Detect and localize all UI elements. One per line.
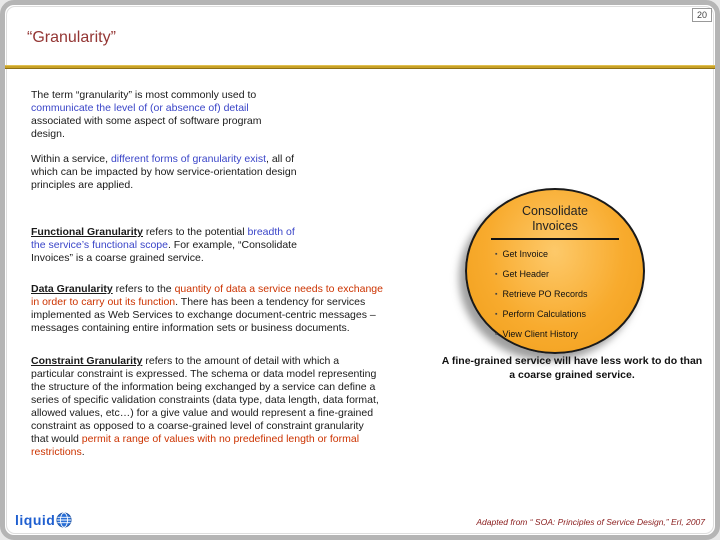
liquidhub-logo xyxy=(15,512,72,528)
text-segment: Constraint Granularity xyxy=(31,355,143,367)
service-bullet-label: View Client History xyxy=(502,329,578,339)
body-paragraph xyxy=(31,355,379,459)
text-segment: . There has been a tendency for services implemented as Web Services to exchange document-centric messages – messages containing entire information sets or business documents. xyxy=(31,296,376,334)
globe-icon xyxy=(56,512,72,528)
bullet-square-icon: ▪ xyxy=(495,250,498,258)
title-divider xyxy=(5,65,715,69)
footer-credit: Adapted from “ SOA: Principles of Service Design,” Erl, 2007 xyxy=(476,517,705,527)
text-segment: . For example, “Consolidate Invoices” is a coarse grained service. xyxy=(31,239,297,264)
text-segment: quantity of data a service needs to exchange in order to carry out its function xyxy=(31,283,383,308)
consolidate-invoices-circle xyxy=(465,188,645,354)
service-bullet xyxy=(495,269,643,279)
text-segment: communicate the level of (or absence of) detail xyxy=(31,102,249,114)
text-segment: refers to the amount of detail with which a particular constraint is expressed. The schema or data model representing the structure of the information being exchanged by a service can define a series of specific validation constraints (data type, data length, data format, allowed values, etc…) for a give value and would represent a fine-grained constraint as opposed to a coarse-grained level of constraint granularity that would xyxy=(31,355,379,445)
service-bullet-list xyxy=(467,249,643,339)
bullet-square-icon: ▪ xyxy=(495,330,498,338)
service-bullet xyxy=(495,309,643,319)
text-segment: different forms of granularity exist xyxy=(110,153,266,165)
text-segment: . xyxy=(81,446,85,458)
service-bullet-label: Retrieve PO Records xyxy=(502,289,588,299)
text-segment: associated with some aspect of software program design. xyxy=(31,115,262,140)
slide-title: “Granularity” xyxy=(27,29,116,46)
diagram-caption: A fine-grained service will have less work to do than a coarse grained service. xyxy=(441,355,703,381)
text-segment: permit a range of values with no predefined length or formal restrictions xyxy=(31,433,360,458)
body-paragraphs xyxy=(31,89,393,459)
bullet-square-icon: ▪ xyxy=(495,270,498,278)
body-paragraph xyxy=(31,153,297,192)
text-segment: , all of which can be impacted by how service-orientation design principles are applied. xyxy=(31,153,297,191)
service-bullet-label: Get Header xyxy=(502,269,550,279)
page-number: 20 xyxy=(692,8,712,22)
text-segment: refers to the potential xyxy=(143,226,248,238)
body-paragraph xyxy=(31,89,297,141)
circle-divider xyxy=(491,238,619,240)
service-bullet xyxy=(495,289,643,299)
text-segment: Functional Granularity xyxy=(31,226,144,238)
logo-text: liquid xyxy=(15,512,56,528)
bullet-square-icon: ▪ xyxy=(495,310,498,318)
body-paragraph xyxy=(31,283,387,335)
text-segment: Data Granularity xyxy=(31,283,113,295)
service-bullet-label: Get Invoice xyxy=(502,249,549,259)
text-segment: refers to the xyxy=(112,283,175,295)
service-bullet xyxy=(495,249,643,259)
circle-title: Consolidate Invoices xyxy=(521,204,588,233)
text-segment: Within a service, xyxy=(31,153,111,165)
text-segment: The term “granularity” is most commonly used to xyxy=(31,89,257,101)
text-segment: breadth of the service’s functional scope xyxy=(31,226,295,251)
service-bullet-label: Perform Calculations xyxy=(502,309,587,319)
bullet-square-icon: ▪ xyxy=(495,290,498,298)
service-bullet xyxy=(495,329,643,339)
body-paragraph xyxy=(31,226,301,265)
